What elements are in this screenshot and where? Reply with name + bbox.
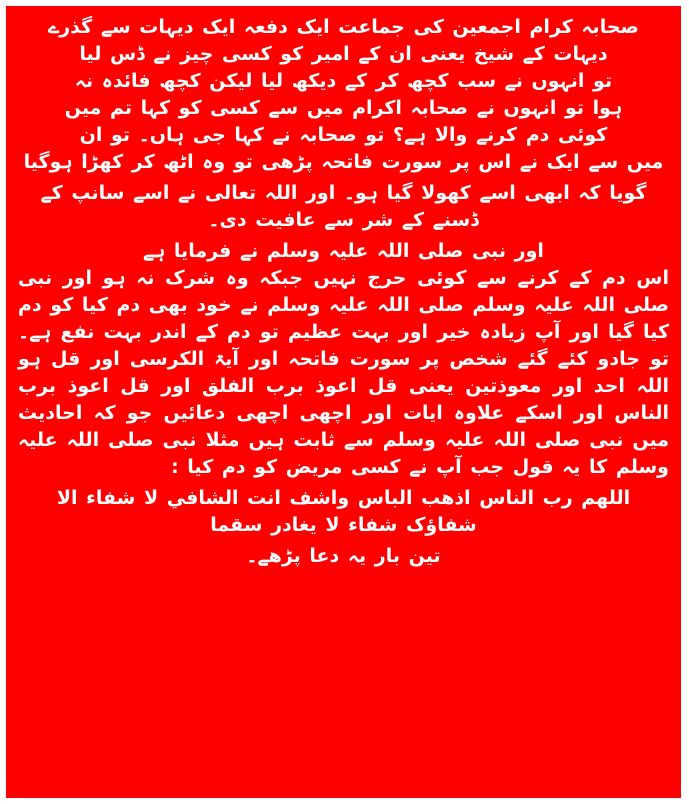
red-text-panel (6, 6, 681, 798)
text-line: صحابہ کرام اجمعین کی جماعت ایک دفعہ ایک دیہات سے گذرے (48, 16, 639, 38)
paragraph-dua: اللھم رب الناس اذھب الباس واشف انت الشافي لا شفاء الا شفاؤک شفاء لا يغادر سقما (56, 487, 631, 536)
text-line: میں سے ایک نے اس پر سورت فاتحہ پڑھی تو وہ اٹھ کر کھڑا ہوگیا (23, 151, 664, 173)
text-line: کوئی دم کرنے والا ہے؟ تو صحابہ نے کہا جی ہاں۔ تو ان (79, 124, 608, 146)
paragraph-prophet-said: اور نبی صلی اللہ علیہ وسلم نے فرمایا ہے (143, 240, 544, 262)
text-line: دیہات کے شیخ یعنی ان کے امیر کو کسی چیز نے ڈس لیا (79, 43, 608, 65)
paragraph-recovery: گویا کہ ابھی اسے کھولا گیا ہو۔ اور اللہ تعالی نے اسے سانپ کے ڈسنے کے شر سے عافیت دی۔ (40, 182, 647, 231)
text-line: تو انہوں نے سب کچھ کر کے دیکھ لیا لیکن کچھ فائدہ نہ (74, 70, 613, 92)
paragraph-instruction: تین بار یہ دعا پڑھے۔ (246, 545, 441, 567)
paragraph-ruling: اس دم کے کرنے سے کوئی حرج نہیں جبکہ وہ شرک نہ ہو اور نبی صلی اللہ علیہ وسلم صلی اللہ علیہ وسلم نے خود بھی دم کیا کو دم کیا گیا اور آپ زیادہ خیر اور بہت عظیم تو دم کے اندر بہت نفع ہے۔ تو جادو کئے گئے شخص پر سورت فاتحہ اور آیۃ الکرسی اور قل ہو اللہ احد اور معوذتین یعنی قل اعوذ برب الفلق اور قل اعوذ برب الناس اور اسکے علاوہ ایات اور اچھی اچھی دعائیں جو کہ احادیث میں نبی صلی اللہ علیہ وسلم سے ثابت ہیں مثلا نبی صلی اللہ علیہ وسلم کا یہ قول جب آپ نے کسی مریض کو دم کیا : (18, 267, 669, 478)
paragraph-story (18, 14, 669, 176)
text-line: ہوا تو انہوں نے صحابہ اکرام میں سے کسی کو کہا تم میں (64, 97, 623, 119)
